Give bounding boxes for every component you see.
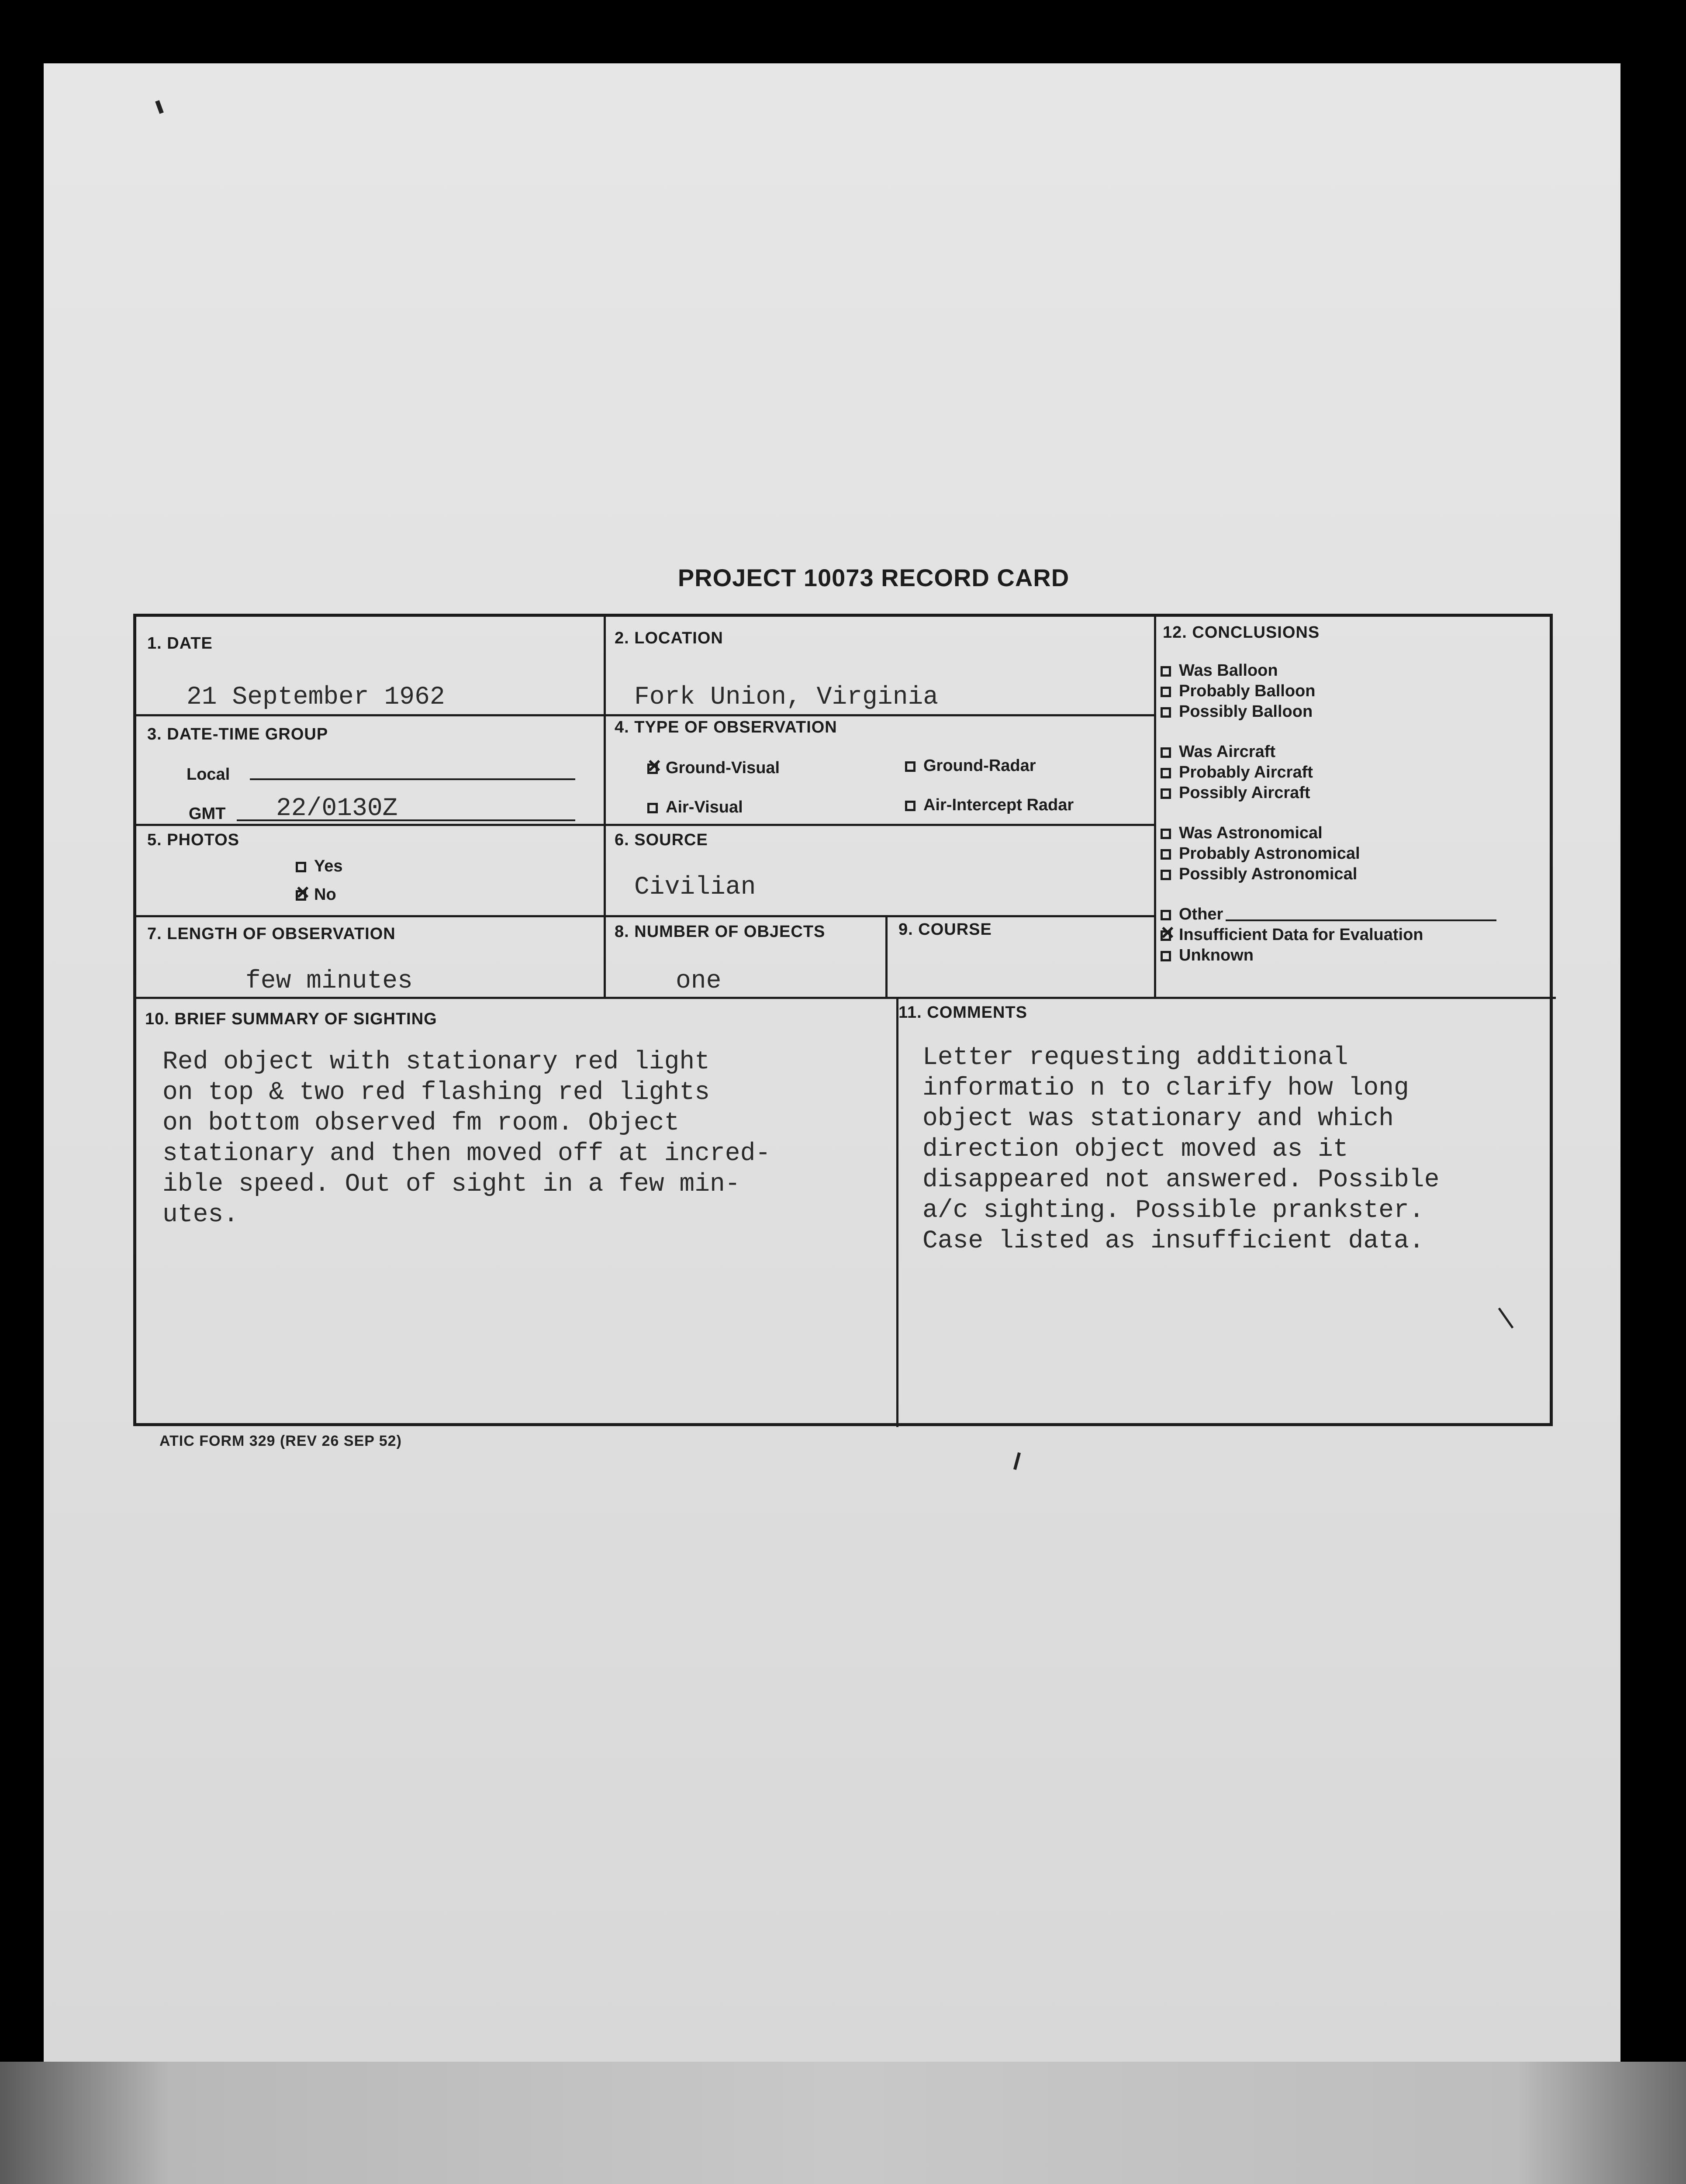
conclusion-option: Possibly Balloon bbox=[1161, 702, 1545, 722]
comments-text bbox=[922, 1043, 1439, 1257]
checkbox-icon bbox=[1161, 930, 1171, 941]
col-divider-3 bbox=[1154, 617, 1156, 999]
course-label: 9. COURSE bbox=[898, 920, 992, 939]
checkbox-icon bbox=[1161, 687, 1171, 697]
form-id: ATIC FORM 329 (REV 26 SEP 52) bbox=[159, 1433, 402, 1449]
checkbox-icon bbox=[1161, 788, 1171, 799]
conclusion-option-other: Other bbox=[1161, 904, 1545, 925]
col-divider-4 bbox=[896, 997, 898, 1427]
source-value: Civilian bbox=[634, 873, 756, 902]
comment-line: direction object moved as it bbox=[922, 1135, 1348, 1164]
checkbox-icon bbox=[1161, 910, 1171, 920]
conclusions-label: 12. CONCLUSIONS bbox=[1163, 623, 1320, 642]
comments-label: 11. COMMENTS bbox=[898, 1003, 1027, 1022]
air-visual-option: Air-Visual bbox=[647, 798, 743, 817]
gmt-value: 22/0130Z bbox=[276, 795, 398, 823]
other-underline bbox=[1226, 919, 1496, 921]
ground-visual-option: ×Ground-Visual bbox=[647, 759, 780, 778]
col-divider-1 bbox=[604, 617, 606, 997]
local-label: Local bbox=[187, 765, 230, 784]
conclusion-option: Possibly Astronomical bbox=[1161, 864, 1545, 885]
checkbox-icon bbox=[1161, 951, 1171, 961]
checkbox-icon bbox=[296, 862, 306, 872]
local-underline bbox=[250, 778, 575, 780]
summary-line: stationary and then moved off at incred- bbox=[162, 1140, 771, 1168]
checkbox-icon bbox=[905, 801, 916, 811]
checkbox-icon bbox=[905, 761, 916, 772]
conclusion-option: ×Insufficient Data for Evaluation bbox=[1161, 925, 1545, 945]
checkbox-icon bbox=[1161, 707, 1171, 718]
checkbox-icon bbox=[647, 803, 658, 813]
conclusion-option: Probably Balloon bbox=[1161, 681, 1545, 702]
conclusion-option: Was Balloon bbox=[1161, 660, 1545, 681]
summary-line: on bottom observed fm room. Object bbox=[162, 1109, 680, 1137]
gmt-label: GMT bbox=[189, 805, 226, 823]
row-divider-1 bbox=[136, 714, 1154, 716]
checkbox-icon bbox=[647, 764, 658, 774]
checkbox-icon bbox=[1161, 870, 1171, 880]
col-divider-2 bbox=[885, 915, 888, 997]
summary-line: ible speed. Out of sight in a few min- bbox=[162, 1170, 740, 1199]
brief-summary-label: 10. BRIEF SUMMARY OF SIGHTING bbox=[145, 1010, 437, 1028]
comment-line: disappeared not answered. Possible bbox=[922, 1166, 1440, 1194]
conclusion-option: Possibly Aircraft bbox=[1161, 783, 1545, 803]
comment-line: informatio n to clarify how long bbox=[922, 1074, 1409, 1102]
card-title: PROJECT 10073 RECORD CARD bbox=[677, 564, 1070, 591]
location-label: 2. LOCATION bbox=[615, 629, 723, 647]
conclusion-option: Probably Aircraft bbox=[1161, 762, 1545, 783]
ground-radar-option: Ground-Radar bbox=[905, 757, 1036, 775]
comment-line: a/c sighting. Possible prankster. bbox=[922, 1196, 1424, 1225]
date-value: 21 September 1962 bbox=[187, 683, 445, 712]
type-of-observation-label: 4. TYPE OF OBSERVATION bbox=[615, 718, 837, 736]
comment-line: Case listed as insufficient data. bbox=[922, 1227, 1424, 1255]
length-of-observation-value: few minutes bbox=[245, 967, 413, 995]
comment-line: Letter requesting additional bbox=[922, 1044, 1348, 1072]
number-of-objects-label: 8. NUMBER OF OBJECTS bbox=[615, 923, 826, 941]
length-of-observation-label: 7. LENGTH OF OBSERVATION bbox=[147, 925, 396, 943]
date-label: 1. DATE bbox=[147, 634, 213, 653]
photos-label: 5. PHOTOS bbox=[147, 831, 240, 849]
comment-line: object was stationary and which bbox=[922, 1105, 1394, 1133]
checkbox-icon bbox=[296, 890, 306, 901]
date-time-group-label: 3. DATE-TIME GROUP bbox=[147, 725, 328, 743]
record-card bbox=[133, 614, 1553, 1426]
conclusion-option: Probably Astronomical bbox=[1161, 843, 1545, 864]
checkbox-icon bbox=[1161, 747, 1171, 758]
scan-background bbox=[0, 2062, 1686, 2184]
checkbox-icon bbox=[1161, 768, 1171, 778]
checkbox-icon bbox=[1161, 829, 1171, 839]
summary-line: on top & two red flashing red lights bbox=[162, 1078, 710, 1107]
summary-line: Red object with stationary red light bbox=[162, 1048, 710, 1076]
row-divider-3 bbox=[136, 915, 1154, 917]
checkbox-icon bbox=[1161, 666, 1171, 677]
conclusion-option: Was Aircraft bbox=[1161, 742, 1545, 762]
location-value: Fork Union, Virginia bbox=[634, 683, 939, 712]
source-label: 6. SOURCE bbox=[615, 831, 708, 849]
conclusion-option: Was Astronomical bbox=[1161, 823, 1545, 843]
brief-summary-text bbox=[162, 1047, 770, 1230]
conclusion-option: Unknown bbox=[1161, 945, 1545, 966]
air-intercept-radar-option: Air-Intercept Radar bbox=[905, 796, 1074, 815]
row-divider-4 bbox=[136, 997, 1556, 999]
conclusions-list bbox=[1161, 660, 1545, 966]
number-of-objects-value: one bbox=[676, 967, 722, 995]
photos-yes-option: Yes bbox=[296, 857, 343, 876]
photos-no-option: ×No bbox=[296, 885, 336, 904]
checkbox-icon bbox=[1161, 849, 1171, 860]
summary-line: utes. bbox=[162, 1201, 239, 1229]
